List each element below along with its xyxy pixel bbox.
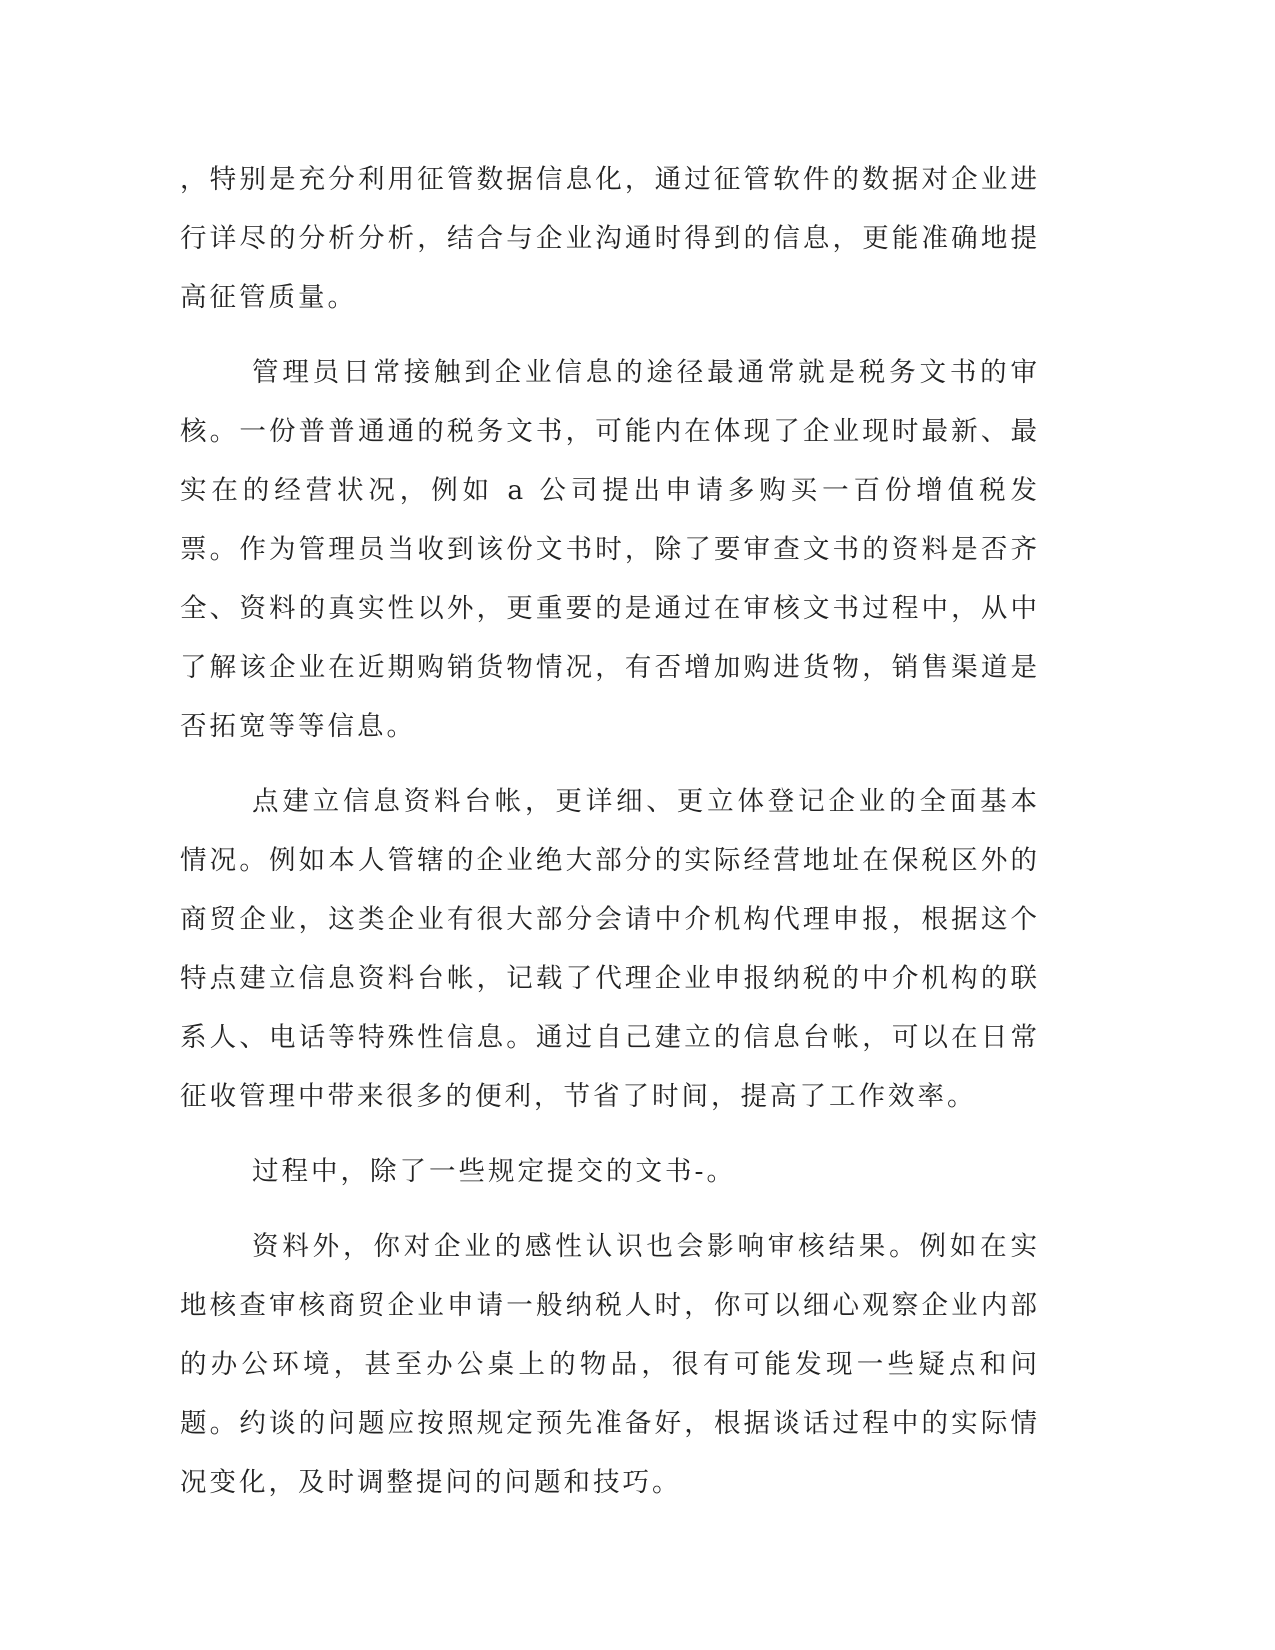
- paragraph-2: 管理员日常接触到企业信息的途径最通常就是税务文书的审核。一份普普通通的税务文书，可能内在体现了企业现时最新、最实在的经营状况，例如 a 公司提出申请多购买一百份增值税发票。作为管理员当收到该份文书时，除了要审查文书的资料是否齐全、资料的真实性以外，更重要的是通过在审核文书过程中，从中了解该企业在近期购销货物情况，有否增加购进货物，销售渠道是否拓宽等等信息。: [180, 357, 1040, 742]
- document-body: [180, 150, 1040, 1528]
- paragraph-4: 过程中，除了一些规定提交的文书-。: [252, 1156, 736, 1187]
- paragraph-3: 点建立信息资料台帐，更详细、更立体登记企业的全面基本情况。例如本人管辖的企业绝大部分的实际经营地址在保税区外的商贸企业，这类企业有很大部分会请中介机构代理申报，根据这个特点建立信息资料台帐，记载了代理企业申报纳税的中介机构的联系人、电话等特殊性信息。通过自己建立的信息台帐，可以在日常征收管理中带来很多的便利，节省了时间，提高了工作效率。: [180, 786, 1040, 1112]
- paragraph-1: ，特别是充分利用征管数据信息化，通过征管软件的数据对企业进行详尽的分析分析，结合与企业沟通时得到的信息，更能准确地提高征管质量。: [180, 164, 1040, 313]
- paragraph-5: 资料外，你对企业的感性认识也会影响审核结果。例如在实地核查审核商贸企业申请一般纳税人时，你可以细心观察企业内部的办公环境，甚至办公桌上的物品，很有可能发现一些疑点和问题。约谈的问题应按照规定预先准备好，根据谈话过程中的实际情况变化，及时调整提问的问题和技巧。: [180, 1231, 1040, 1498]
